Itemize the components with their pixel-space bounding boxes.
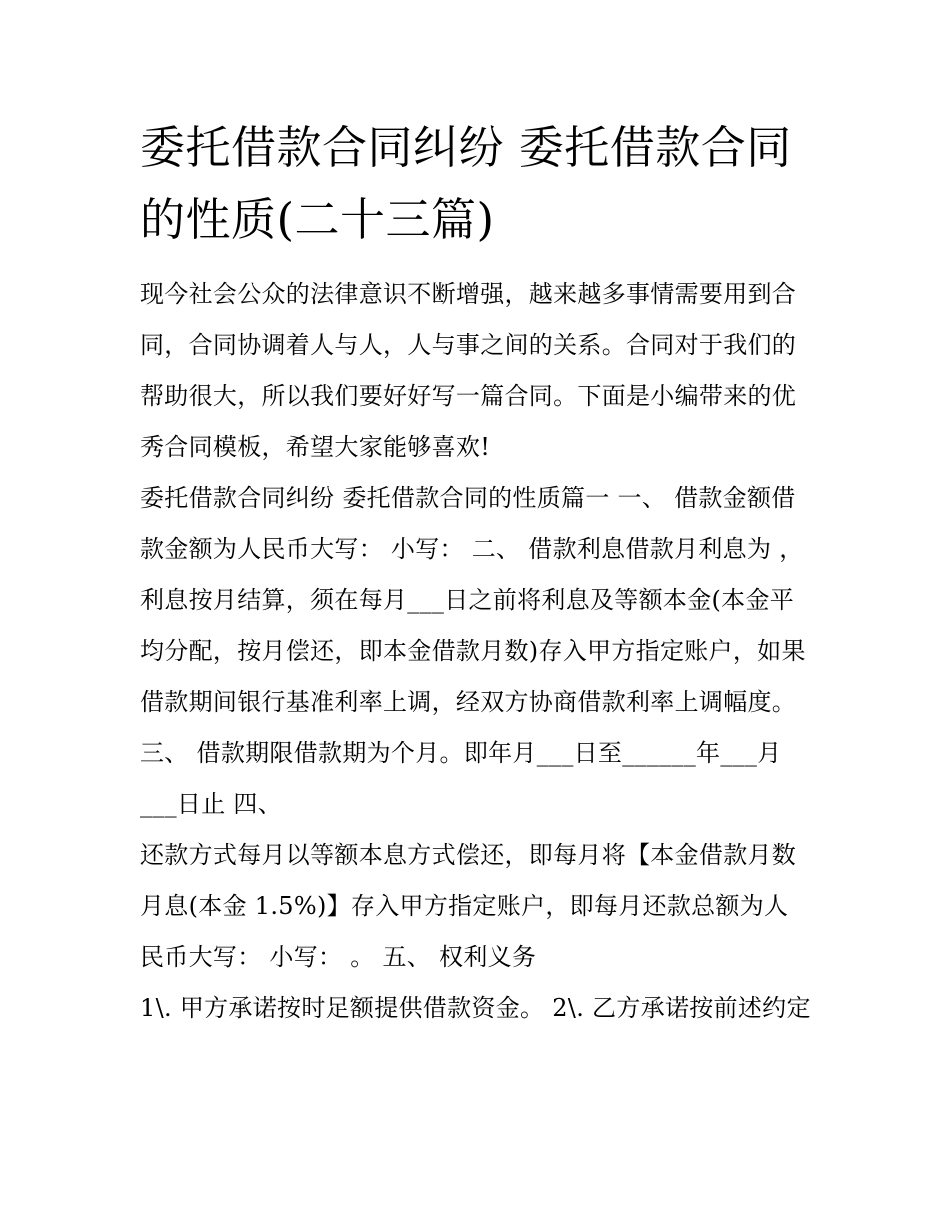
document-body <box>140 112 812 1034</box>
document-title: 委托借款合同纠纷 委托借款合同的性质(二十三篇) <box>140 121 792 246</box>
paragraph-article-3: 三、 借款期限借款期为个月。即年月___日至______年___月___日止 四、 <box>140 739 782 818</box>
paragraph-article-4-5: 还款方式每月以等额本息方式偿还，即每月将【本金借款月数月息(本金 1.5%)】存入甲方指定账户，即每月还款总额为人民币大写： 小写： 。 五、 权利义务 <box>140 841 797 971</box>
paragraph-article-1-2: 委托借款合同纠纷 委托借款合同的性质篇一 一、 借款金额借款金额为人民币大写： 小写： 二、 借款利息借款月利息为 ，利息按月结算，须在每月___日之前将利息及等额本金(本金平均分配，按月偿还，即本金借款月数)存入甲方指定账户，如果借款期间银行基准利率上调，经双方协商借款利率上调幅度。 <box>140 484 806 716</box>
paragraph-obligations: 1\. 甲方承诺按时足额提供借款资金。 2\. 乙方承诺按前述约定 <box>140 994 811 1022</box>
paragraph-intro: 现今社会公众的法律意识不断增强，越来越多事情需要用到合同，合同协调着人与人，人与事之间的关系。合同对于我们的帮助很大，所以我们要好好写一篇合同。下面是小编带来的优秀合同模板，希望大家能够喜欢! <box>140 280 797 461</box>
title-spacer <box>140 256 812 269</box>
